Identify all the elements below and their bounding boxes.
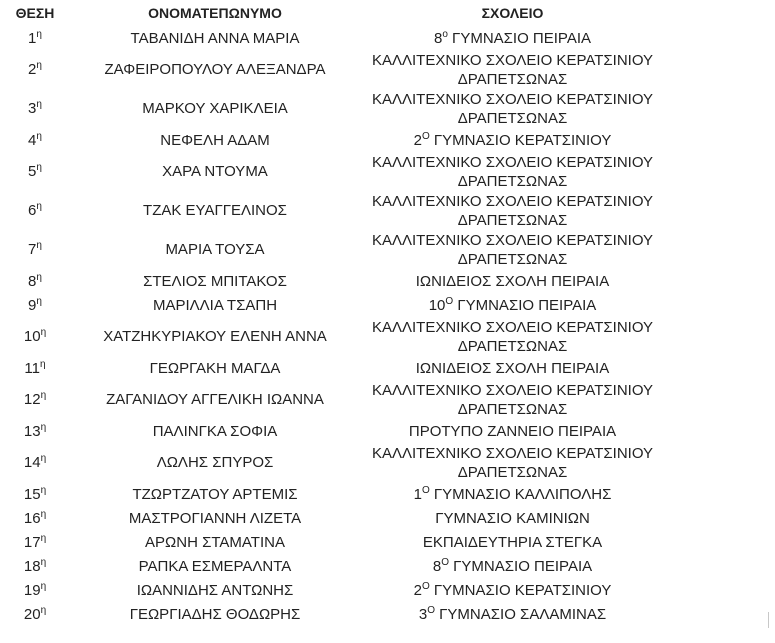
position-cell bbox=[0, 50, 70, 89]
school-cell bbox=[360, 554, 665, 578]
position-suffix: η bbox=[40, 390, 47, 401]
table-row bbox=[0, 554, 665, 578]
position-suffix: η bbox=[40, 556, 47, 568]
table-row bbox=[0, 128, 665, 152]
student-name: ΜΑΡΚΟΥ ΧΑΡΙΚΛΕΙΑ bbox=[142, 100, 288, 117]
position-cell bbox=[0, 554, 70, 578]
student-name: ΙΩΑΝΝΙΔΗΣ ΑΝΤΩΝΗΣ bbox=[136, 581, 294, 599]
student-name: ΖΑΓΑΝΙΔΟΥ ΑΓΓΕΛΙΚΗ ΙΩΑΝΝΑ bbox=[106, 391, 324, 408]
school-name: ΓΥΜΝΑΣΙΟ ΣΑΛΑΜΙΝΑΣ bbox=[435, 605, 607, 623]
school-name: ΚΑΛΛΙΤΕΧΝΙΚΟ ΣΧΟΛΕΙΟ ΚΕΡΑΤΣΙΝΙΟΥ ΔΡΑΠΕΤΣΩΝΑΣ bbox=[371, 381, 657, 418]
position-suffix: η bbox=[40, 453, 47, 464]
student-name: ΜΑΡΙΑ ΤΟΥΣΑ bbox=[165, 241, 265, 258]
school-cell bbox=[360, 578, 665, 602]
student-name: ΣΤΕΛΙΟΣ ΜΠΙΤΑΚΟΣ bbox=[143, 272, 287, 290]
position-cell bbox=[0, 128, 70, 152]
position-number: 2 bbox=[28, 61, 37, 78]
student-name: ΜΑΣΤΡΟΓΙΑΝΝΗ ΛΙΖΕΤΑ bbox=[128, 509, 302, 527]
school-number-suffix: Ο bbox=[427, 604, 435, 616]
table-row bbox=[0, 443, 665, 482]
position-number: 15 bbox=[23, 485, 41, 503]
school-cell bbox=[360, 89, 665, 128]
school-name: ΓΥΜΝΑΣΙΟ ΠΕΙΡΑΙΑ bbox=[453, 296, 597, 314]
header-name: ΟΝΟΜΑΤΕΠΩΝΥΜΟ bbox=[148, 5, 282, 21]
school-cell bbox=[360, 269, 665, 293]
student-name: ΡΑΠΚΑ ΕΣΜΕΡΑΛΝΤΑ bbox=[138, 557, 292, 575]
student-name: ΤΖΩΡΤΖΑΤΟΥ ΑΡΤΕΜΙΣ bbox=[132, 485, 298, 503]
school-number: 2 bbox=[413, 131, 422, 149]
school-number-suffix: Ο bbox=[421, 484, 430, 496]
position-cell bbox=[0, 191, 70, 230]
school-name: ΚΑΛΛΙΤΕΧΝΙΚΟ ΣΧΟΛΕΙΟ ΚΕΡΑΤΣΙΝΙΟΥ ΔΡΑΠΕΤΣΩΝΑΣ bbox=[371, 153, 657, 190]
position-number: 7 bbox=[28, 241, 37, 258]
position-number: 14 bbox=[23, 454, 41, 471]
school-name: ΓΥΜΝΑΣΙΟ ΚΑΜΙΝΙΩΝ bbox=[435, 509, 590, 527]
school-name: ΚΑΛΛΙΤΕΧΝΙΚΟ ΣΧΟΛΕΙΟ ΚΕΡΑΤΣΙΝΙΟΥ ΔΡΑΠΕΤΣΩΝΑΣ bbox=[371, 231, 657, 268]
school-name: ΓΥΜΝΑΣΙΟ ΚΕΡΑΤΣΙΝΙΟΥ bbox=[429, 581, 612, 599]
header-row bbox=[0, 0, 665, 26]
school-number: 8 bbox=[433, 29, 443, 47]
student-name: ΑΡΩΝΗ ΣΤΑΜΑΤΙΝΑ bbox=[145, 533, 285, 551]
position-suffix: η bbox=[36, 240, 42, 251]
school-cell bbox=[360, 443, 665, 482]
school-cell bbox=[360, 317, 665, 356]
table-row bbox=[0, 152, 665, 191]
position-suffix: η bbox=[36, 271, 42, 283]
school-number: 1 bbox=[413, 485, 422, 503]
position-suffix: η bbox=[40, 508, 47, 520]
student-name: ΠΑΛΙΝΓΚΑ ΣΟΦΙΑ bbox=[152, 422, 278, 440]
position-number: 10 bbox=[23, 328, 41, 345]
table-row bbox=[0, 506, 665, 530]
student-name: ΤΑΒΑΝΙΔΗ ΑΝΝΑ ΜΑΡΙΑ bbox=[130, 29, 300, 47]
position-number: 13 bbox=[23, 422, 41, 440]
school-name: ΚΑΛΛΙΤΕΧΝΙΚΟ ΣΧΟΛΕΙΟ ΚΕΡΑΤΣΙΝΙΟΥ ΔΡΑΠΕΤΣΩΝΑΣ bbox=[371, 90, 657, 127]
position-suffix: η bbox=[36, 201, 42, 212]
position-number: 3 bbox=[28, 100, 37, 117]
table-row bbox=[0, 89, 665, 128]
school-name: ΚΑΛΛΙΤΕΧΝΙΚΟ ΣΧΟΛΕΙΟ ΚΕΡΑΤΣΙΝΙΟΥ ΔΡΑΠΕΤΣΩΝΑΣ bbox=[371, 444, 657, 481]
school-name: ΚΑΛΛΙΤΕΧΝΙΚΟ ΣΧΟΛΕΙΟ ΚΕΡΑΤΣΙΝΙΟΥ ΔΡΑΠΕΤΣΩΝΑΣ bbox=[371, 192, 657, 229]
school-cell bbox=[360, 128, 665, 152]
school-name: ΓΥΜΝΑΣΙΟ ΚΕΡΑΤΣΙΝΙΟΥ bbox=[429, 131, 612, 149]
school-number-suffix: Ο bbox=[441, 556, 449, 568]
position-number: 6 bbox=[28, 202, 37, 219]
school-cell bbox=[360, 152, 665, 191]
position-number: 5 bbox=[28, 163, 37, 180]
table-row bbox=[0, 578, 665, 602]
position-suffix: η bbox=[40, 358, 46, 370]
scrollbar-edge bbox=[768, 612, 775, 628]
position-cell bbox=[0, 419, 70, 443]
table-body bbox=[0, 26, 665, 626]
school-cell bbox=[360, 419, 665, 443]
table-row bbox=[0, 230, 665, 269]
student-name: ΧΑΤΖΗΚΥΡΙΑΚΟΥ ΕΛΕΝΗ ΑΝΝΑ bbox=[103, 328, 327, 345]
position-suffix: η bbox=[40, 421, 47, 433]
school-number: 8 bbox=[432, 557, 442, 575]
position-suffix: η bbox=[36, 295, 42, 307]
position-cell bbox=[0, 482, 70, 506]
position-number: 4 bbox=[28, 131, 37, 149]
position-number: 8 bbox=[28, 272, 37, 290]
school-name: ΚΑΛΛΙΤΕΧΝΙΚΟ ΣΧΟΛΕΙΟ ΚΕΡΑΤΣΙΝΙΟΥ ΔΡΑΠΕΤΣΩΝΑΣ bbox=[371, 51, 657, 88]
table-row bbox=[0, 269, 665, 293]
position-number: 17 bbox=[23, 533, 41, 551]
student-name: ΤΖΑΚ ΕΥΑΓΓΕΛΙΝΟΣ bbox=[143, 202, 287, 219]
student-name: ΖΑΦΕΙΡΟΠΟΥΛΟΥ ΑΛΕΞΑΝΔΡΑ bbox=[104, 61, 326, 78]
position-number: 20 bbox=[23, 605, 41, 623]
student-name: ΧΑΡΑ ΝΤΟΥΜΑ bbox=[162, 163, 268, 180]
student-name: ΝΕΦΕΛΗ ΑΔΑΜ bbox=[160, 131, 270, 149]
school-name: ΕΚΠΑΙΔΕΥΤΗΡΙΑ ΣΤΕΓΚΑ bbox=[422, 533, 603, 551]
student-name: ΜΑΡΙΛΛΙΑ ΤΣΑΠΗ bbox=[152, 296, 278, 314]
position-cell bbox=[0, 506, 70, 530]
school-cell bbox=[360, 380, 665, 419]
school-cell bbox=[360, 50, 665, 89]
school-cell bbox=[360, 230, 665, 269]
position-cell bbox=[0, 230, 70, 269]
position-cell bbox=[0, 443, 70, 482]
table-row bbox=[0, 419, 665, 443]
position-cell bbox=[0, 152, 70, 191]
position-cell bbox=[0, 602, 70, 626]
school-name: ΓΥΜΝΑΣΙΟ ΠΕΙΡΑΙΑ bbox=[447, 29, 592, 47]
table-row bbox=[0, 317, 665, 356]
school-cell bbox=[360, 356, 665, 380]
school-number-suffix: Ο bbox=[421, 130, 430, 142]
position-number: 18 bbox=[23, 557, 41, 575]
position-suffix: η bbox=[36, 130, 42, 142]
student-name: ΛΩΛΗΣ ΣΠΥΡΟΣ bbox=[156, 454, 274, 471]
position-cell bbox=[0, 356, 70, 380]
position-suffix: η bbox=[40, 604, 47, 616]
school-number: 10 bbox=[428, 296, 446, 314]
school-cell bbox=[360, 530, 665, 554]
position-cell bbox=[0, 380, 70, 419]
position-suffix: η bbox=[36, 28, 42, 40]
school-number-suffix: Ο bbox=[445, 295, 454, 307]
student-name: ΓΕΩΡΓΙΑΔΗΣ ΘΟΔΩΡΗΣ bbox=[129, 605, 301, 623]
school-name: ΙΩΝΙΔΕΙΟΣ ΣΧΟΛΗ ΠΕΙΡΑΙΑ bbox=[415, 272, 610, 290]
position-cell bbox=[0, 317, 70, 356]
school-name: ΠΡΟΤΥΠΟ ΖΑΝΝΕΙΟ ΠΕΙΡΑΙΑ bbox=[408, 422, 617, 440]
student-name: ΓΕΩΡΓΑΚΗ ΜΑΓΔΑ bbox=[149, 359, 281, 377]
position-cell bbox=[0, 293, 70, 317]
school-number: 2 bbox=[413, 581, 422, 599]
table-row bbox=[0, 293, 665, 317]
school-cell bbox=[360, 26, 665, 50]
school-cell bbox=[360, 191, 665, 230]
school-name: ΚΑΛΛΙΤΕΧΝΙΚΟ ΣΧΟΛΕΙΟ ΚΕΡΑΤΣΙΝΙΟΥ ΔΡΑΠΕΤΣΩΝΑΣ bbox=[371, 318, 657, 355]
position-suffix: η bbox=[40, 580, 47, 592]
position-cell bbox=[0, 269, 70, 293]
table-row bbox=[0, 191, 665, 230]
school-cell bbox=[360, 482, 665, 506]
school-number-suffix: ο bbox=[442, 28, 448, 40]
position-suffix: η bbox=[36, 60, 42, 71]
school-name: ΓΥΜΝΑΣΙΟ ΚΑΛΛΙΠΟΛΗΣ bbox=[429, 485, 612, 503]
table-row bbox=[0, 530, 665, 554]
header-school: ΣΧΟΛΕΙΟ bbox=[481, 5, 544, 21]
table-row bbox=[0, 380, 665, 419]
school-name: ΓΥΜΝΑΣΙΟ ΠΕΙΡΑΙΑ bbox=[449, 557, 593, 575]
position-cell bbox=[0, 26, 70, 50]
position-number: 19 bbox=[23, 581, 41, 599]
table-row bbox=[0, 356, 665, 380]
position-number: 11 bbox=[24, 359, 40, 377]
position-number: 16 bbox=[23, 509, 41, 527]
school-number: 3 bbox=[418, 605, 428, 623]
school-cell bbox=[360, 293, 665, 317]
position-suffix: η bbox=[40, 327, 47, 338]
position-suffix: η bbox=[36, 162, 42, 173]
table-row bbox=[0, 26, 665, 50]
table-row bbox=[0, 50, 665, 89]
table-row bbox=[0, 602, 665, 626]
school-name: ΙΩΝΙΔΕΙΟΣ ΣΧΟΛΗ ΠΕΙΡΑΙΑ bbox=[415, 359, 610, 377]
position-number: 1 bbox=[28, 29, 37, 47]
header-position: ΘΕΣΗ bbox=[15, 5, 55, 21]
position-cell bbox=[0, 530, 70, 554]
position-suffix: η bbox=[40, 532, 47, 544]
position-cell bbox=[0, 89, 70, 128]
position-number: 12 bbox=[23, 391, 41, 408]
school-cell bbox=[360, 602, 665, 626]
school-cell bbox=[360, 506, 665, 530]
position-number: 9 bbox=[28, 296, 37, 314]
position-cell bbox=[0, 578, 70, 602]
school-number-suffix: Ο bbox=[421, 580, 430, 592]
position-suffix: η bbox=[36, 99, 42, 110]
table-row bbox=[0, 482, 665, 506]
position-suffix: η bbox=[40, 484, 47, 496]
